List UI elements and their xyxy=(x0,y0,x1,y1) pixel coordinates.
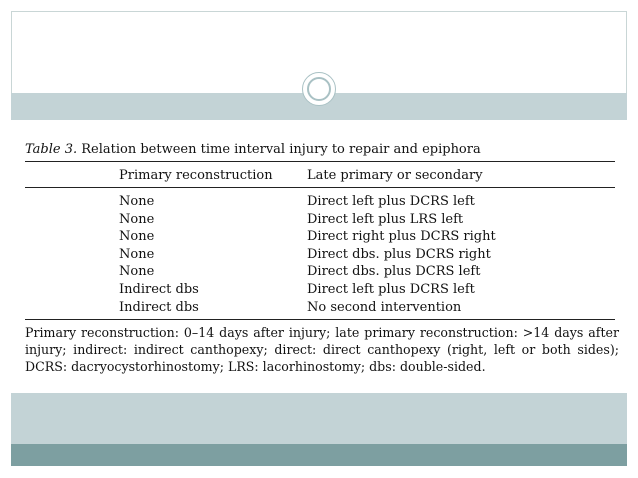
footer-dark-band xyxy=(11,444,627,466)
cell-primary: None xyxy=(119,264,155,280)
table-row xyxy=(11,247,627,265)
table-footnote: Primary reconstruction: 0–14 days after injury; late primary reconstruction: >14 days after injury; indirect: indirect canthopexy; direct: direct canthopexy (right, left or both sides); DCRS: dacryocystorhinostomy; LRS: lacorhinostomy; dbs: double-sided. xyxy=(25,325,619,374)
cell-late: Direct dbs. plus DCRS right xyxy=(307,246,491,262)
table-row xyxy=(11,212,627,230)
table-top-rule xyxy=(25,161,615,162)
cell-primary: None xyxy=(119,229,155,245)
cell-primary: None xyxy=(119,211,155,227)
table-row xyxy=(11,282,627,300)
footer-accent-band xyxy=(11,393,627,444)
table-header-rule xyxy=(25,187,615,188)
cell-primary: None xyxy=(119,194,155,209)
cell-late: Direct left plus DCRS left xyxy=(307,194,475,209)
cell-late: Direct left plus DCRS left xyxy=(307,281,475,297)
cell-late: Direct left plus LRS left xyxy=(307,211,464,227)
table-row xyxy=(11,229,627,247)
table-caption xyxy=(25,142,481,157)
table-figure xyxy=(11,120,627,393)
cell-primary: Indirect dbs xyxy=(119,281,199,297)
table-bottom-rule xyxy=(25,319,615,320)
cell-late: Direct right plus DCRS right xyxy=(307,229,496,245)
cell-primary: Indirect dbs xyxy=(119,299,199,315)
table-body xyxy=(11,194,627,317)
cell-primary: None xyxy=(119,246,155,262)
column-header-primary: Primary reconstruction xyxy=(119,168,273,183)
table-row xyxy=(11,300,627,318)
table-caption-label: Table 3. xyxy=(25,142,78,157)
table-row xyxy=(11,194,627,212)
circle-ornament-icon xyxy=(302,72,336,106)
column-header-late: Late primary or secondary xyxy=(307,168,483,183)
cell-late: Direct dbs. plus DCRS left xyxy=(307,264,481,280)
table-caption-text: Relation between time interval injury to repair and epiphora xyxy=(77,142,481,157)
table-row xyxy=(11,264,627,282)
cell-late: No second intervention xyxy=(307,299,462,315)
